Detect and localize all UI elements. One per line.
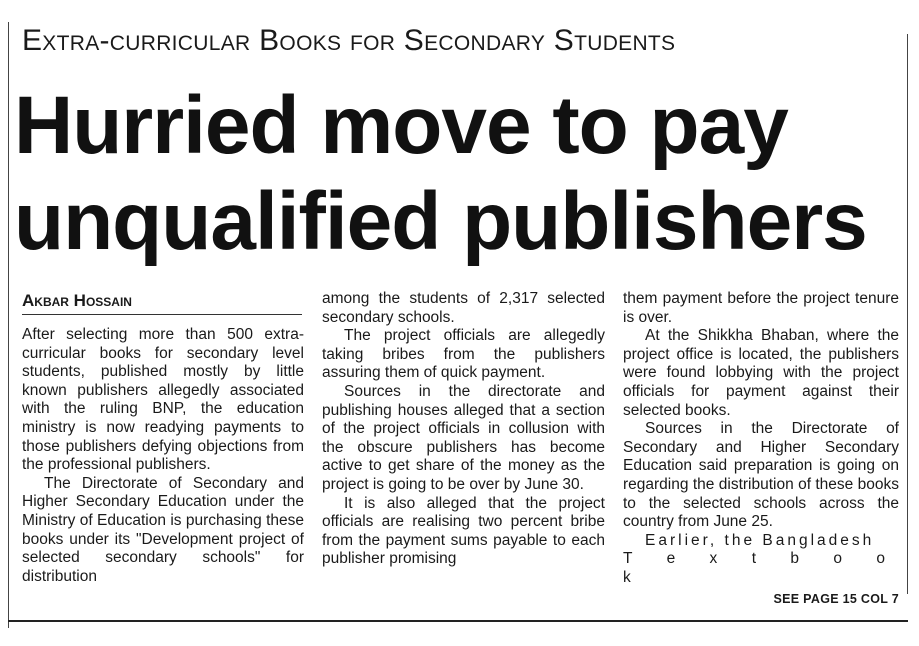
paragraph: At the Shikkha Bhaban, where the project office is located, the publishers were found lobbying with the project officials for payment against their selected books. [623,327,899,419]
paragraph: The project officials are allegedly taking bribes from the publishers assuring them of quick payment. [322,327,605,382]
paragraph: Sources in the Directorate of Secondary and Higher Secondary Education said preparation is going on regarding the distribution of these books to the selected schools across the country from June 25. [623,420,899,531]
body-column-2 [322,290,605,610]
paragraph: Sources in the directorate and publishing houses alleged that a section of the project officials in collusion with the obscure publishers has become active to get share of the money as the project is going to be over by June 30. [322,382,605,493]
left-column-rule [8,22,9,628]
kicker: Extra-curricular Books for Secondary Students [22,24,676,57]
body-column-3 [623,290,899,610]
paragraph: The Directorate of Secondary and Higher Secondary Education under the Ministry of Education is purchasing these books under its "Development project of selected secondary schools" for distribution [22,474,304,585]
headline-line-1: Hurried move to pay [14,80,788,171]
paragraph: them payment before the project tenure is over. [623,290,899,326]
byline: Akbar Hossain [22,291,302,315]
right-column-rule [907,34,908,594]
headline [14,78,904,270]
paragraph: Earlier, the Bangladesh [645,531,875,549]
paragraph: After selecting more than 500 extra-curricular books for secondary level students, published mostly by little known publishers allegedly associated with the ruling BNP, the education ministry is now readying payments to those publishers defying objections from the professional publishers. [22,326,304,474]
headline-line-2: unqualified publishers [14,176,867,267]
paragraph-continuation: T e x t b o o k [623,550,899,586]
paragraph: among the students of 2,317 selected secondary schools. [322,290,605,326]
jump-line: SEE PAGE 15 COL 7 [773,591,899,606]
body-column-1 [22,326,304,646]
paragraph: It is also alleged that the project officials are realising two percent bribe from the payment sums payable to each publisher promising [322,494,605,568]
